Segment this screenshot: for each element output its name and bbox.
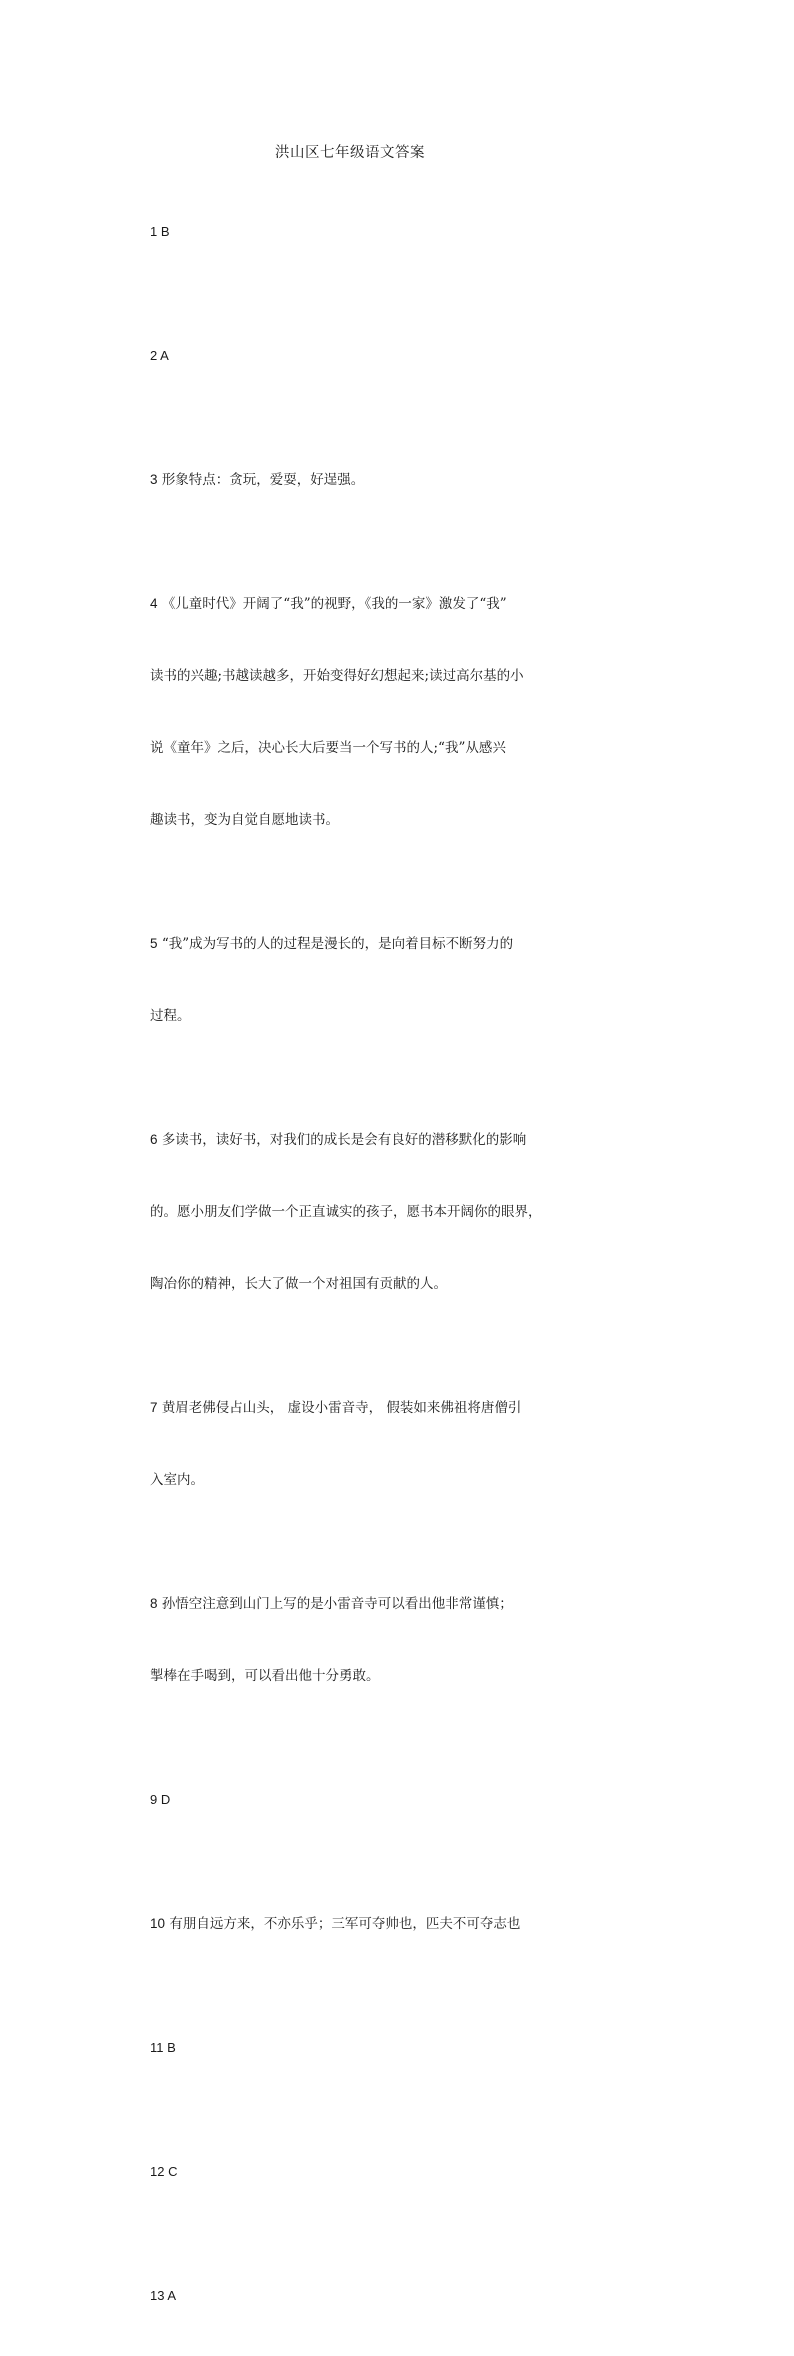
answer-item-10 (150, 1864, 550, 1984)
answer-text: 入室内。 (150, 1472, 204, 1488)
answer-text: 过程。 (150, 1008, 191, 1024)
answer-text: 《儿童时代》开阔了“我”的视野，《我的一家》激发了“我” (161, 596, 507, 612)
answer-text: 的。愿小朋友们学做一个正直诚实的孩子，愿书本开阔你的眼界， (150, 1204, 542, 1220)
answer-number: 1 (150, 224, 158, 239)
answer-text: 有朋自远方来，不亦乐乎；三军可夺帅也，匹夫不可夺志也 (169, 1916, 521, 1932)
answer-number: 11 (150, 2040, 164, 2055)
document-title: 洪山区七年级语文答案 (275, 145, 425, 161)
answer-text: 形象特点：贪玩，爱耍，好逞强。 (161, 472, 365, 488)
answer-text: 读书的兴趣;书越读越多，开始变得好幻想起来;读过高尔基的小 (150, 668, 524, 684)
answer-list (150, 172, 550, 2356)
answer-item-4 (150, 544, 550, 880)
answer-text: 多读书，读好书，对我们的成长是会有良好的潜移默化的影响 (161, 1132, 527, 1148)
answer-item-9 (150, 1740, 550, 1860)
answer-text: A (160, 348, 169, 363)
answer-item-11 (150, 1988, 550, 2108)
answer-text: D (160, 1792, 171, 1807)
answer-text: 趣读书，变为自觉自愿地读书。 (150, 812, 339, 828)
answer-number: 8 (150, 1596, 158, 1611)
answer-number: 9 (150, 1792, 158, 1807)
answer-item-13 (150, 2236, 550, 2356)
answer-number: 3 (150, 472, 158, 487)
answer-text: C (168, 2164, 178, 2179)
answer-number: 13 (150, 2288, 165, 2303)
answer-text: 孙悟空注意到山门上写的是小雷音寺可以看出他非常谨慎； (161, 1596, 513, 1612)
answer-number: 10 (150, 1916, 166, 1931)
answer-text: 掣棒在手喝到，可以看出他十分勇敢。 (150, 1668, 380, 1684)
answer-item-2 (150, 296, 550, 416)
answer-number: 6 (150, 1132, 158, 1147)
answer-text: 黄眉老佛侵占山头， 虚设小雷音寺， 假装如来佛祖将唐僧引 (161, 1400, 522, 1416)
answer-item-7 (150, 1348, 550, 1540)
answer-text: A (167, 2288, 177, 2303)
answer-text: B (160, 224, 170, 239)
answer-text: “我”成为写书的人的过程是漫长的，是向着目标不断努力的 (161, 936, 514, 952)
answer-item-5 (150, 884, 550, 1076)
answer-item-8 (150, 1544, 550, 1736)
answer-number: 2 (150, 348, 158, 363)
answer-item-1 (150, 172, 550, 292)
answer-text: B (167, 2040, 176, 2055)
answer-item-3 (150, 420, 550, 540)
answer-number: 5 (150, 936, 158, 951)
answer-item-6 (150, 1080, 550, 1344)
answer-item-12 (150, 2112, 550, 2232)
answer-number: 4 (150, 596, 158, 611)
answer-number: 12 (150, 2164, 165, 2179)
answer-text: 说《童年》之后，决心长大后要当一个写书的人;“我”从感兴 (150, 740, 506, 756)
answer-number: 7 (150, 1400, 158, 1415)
answer-text: 陶冶你的精神，长大了做一个对祖国有贡献的人。 (150, 1276, 447, 1292)
